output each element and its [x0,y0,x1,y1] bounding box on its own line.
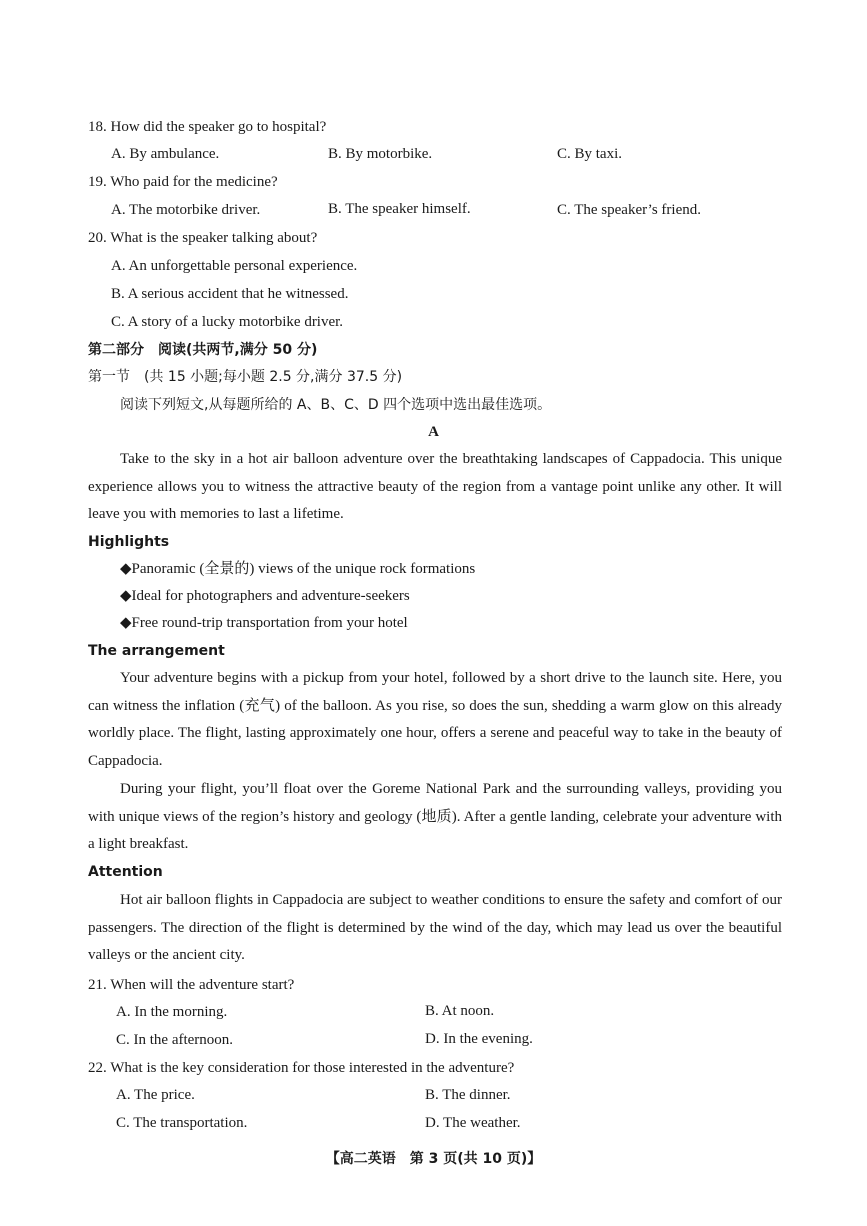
page-footer: 【高二英语 第 3 页(共 10 页)】 [325,1151,542,1167]
option-20b: B. A serious accident that he witnessed. [111,286,349,302]
passage-intro [88,446,782,529]
arrangement-heading: The arrangement [88,643,225,659]
question-19: 19. Who paid for the medicine? [88,174,278,190]
option-20c: C. A story of a lucky motorbike driver. [111,314,344,330]
attention-paragraph [88,887,782,970]
section1-title: 第一节 (共 15 小题;每小题 2.5 分,满分 37.5 分) [88,369,403,385]
arrangement-paragraph-1 [88,665,782,775]
part2-title: 第二部分 阅读(共两节,满分 50 分) [88,342,318,358]
option-19b: B. The speaker himself. [328,201,471,217]
option-22d: D. The weather. [425,1115,521,1131]
attention-heading: Attention [88,864,163,880]
option-19c: C. The speaker’s friend. [557,202,701,218]
option-22b: B. The dinner. [425,1087,511,1103]
option-19a: A. The motorbike driver. [111,202,261,218]
question-20: 20. What is the speaker talking about? [88,230,318,246]
option-21a: A. In the morning. [116,1004,228,1020]
option-18b: B. By motorbike. [328,146,433,162]
option-21d: D. In the evening. [425,1031,533,1047]
option-22a: A. The price. [116,1087,195,1103]
option-20a: A. An unforgettable personal experience. [111,258,358,274]
attention-text: Hot air balloon flights in Cappadocia are subject to weather conditions to ensure the safety and comfort of our passengers. The direction of the flight is determined by the wind of the day, which may lead us over the beautiful valleys or the ancient city. [88,892,782,963]
option-21b: B. At noon. [425,1003,495,1019]
question-18: 18. How did the speaker go to hospital? [88,119,327,135]
option-18a: A. By ambulance. [111,146,220,162]
highlight-item: ◆Free round-trip transportation from your hotel [120,615,408,631]
highlight-item: ◆Ideal for photographers and adventure-seekers [120,588,410,604]
highlight-item: ◆Panoramic (全景的) views of the unique rock formations [120,561,476,577]
passage-label: A [428,424,439,440]
arrangement-paragraph-2 [88,776,782,859]
question-22: 22. What is the key consideration for those interested in the adventure? [88,1060,515,1076]
instruction: 阅读下列短文,从每题所给的 A、B、C、D 四个选项中选出最佳选项。 [120,397,552,413]
passage-intro-text: Take to the sky in a hot air balloon adventure over the breathtaking landscapes of Cappadocia. This unique experience allows you to witness the attractive beauty of the region from a vantage point unlike any other. It will leave you with memories to last a lifetime. [88,451,782,522]
arrangement-p2-text: During your flight, you’ll float over the Goreme National Park and the surrounding valleys, providing you with unique views of the region’s history and geology (地质). After a gentle landing, celebrate your adventure with a light breakfast. [88,781,782,852]
option-21c: C. In the afternoon. [116,1032,234,1048]
option-18c: C. By taxi. [557,146,623,162]
option-22c: C. The transportation. [116,1115,248,1131]
highlights-heading: Highlights [88,534,170,550]
question-21: 21. When will the adventure start? [88,977,295,993]
arrangement-p1-text: Your adventure begins with a pickup from your hotel, followed by a short drive to the launch site. Here, you can witness the inflation (充气) of the balloon. As you rise, so does the sun, shedding a warm glow on this already worldly place. The flight, lasting approximately one hour, offers a serene and peaceful way to take in the beauty of Cappadocia. [88,670,782,769]
